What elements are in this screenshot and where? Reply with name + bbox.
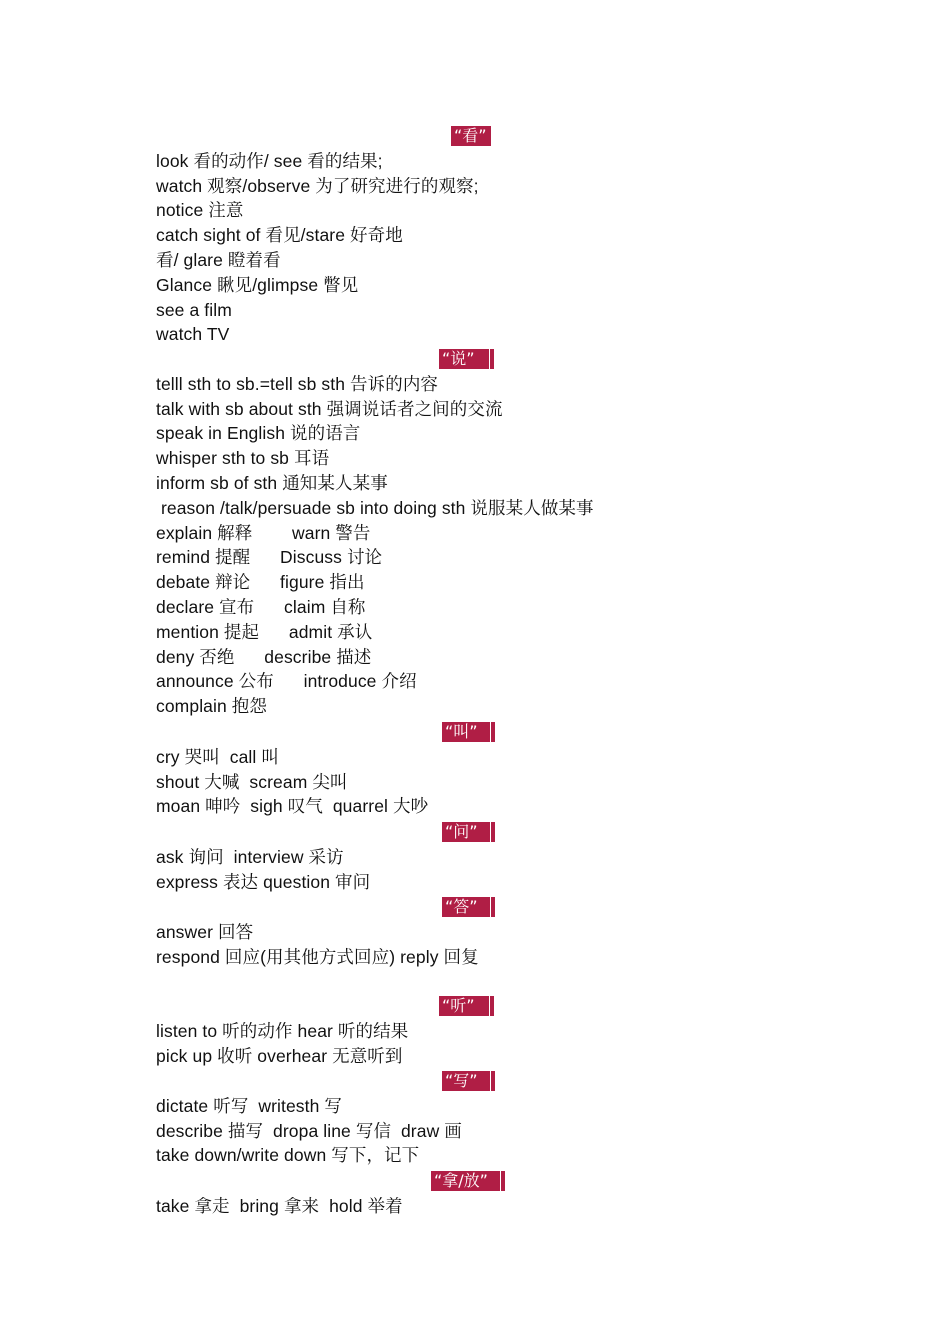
section-heading: “叫”: [442, 722, 495, 742]
vocab-line: describe 描写 dropa line 写信 draw 画: [156, 1120, 462, 1141]
vocab-line: ask 询问 interview 采访: [156, 846, 344, 867]
vocab-line: remind 提醒 Discuss 讨论: [156, 547, 383, 568]
section-heading: “问”: [442, 822, 495, 842]
vocab-line: announce 公布 introduce 介绍: [156, 671, 417, 692]
vocab-line: pick up 收听 overhear 无意听到: [156, 1045, 403, 1066]
vocab-line: complain 抱怨: [156, 696, 267, 717]
vocab-line: Glance 瞅见/glimpse 瞥见: [156, 274, 359, 295]
vocab-line: 看/ glare 瞪着看: [156, 249, 281, 270]
vocab-line: notice 注意: [156, 200, 244, 221]
vocab-line: watch TV: [156, 324, 230, 345]
vocab-line: telll sth to sb.=tell sb sth 告诉的内容: [156, 373, 439, 394]
vocab-line: cry 哭叫 call 叫: [156, 746, 279, 767]
section-take-put: [156, 1169, 856, 1219]
section-write: [156, 1069, 856, 1168]
vocab-line: see a film: [156, 299, 232, 320]
vocab-line: answer 回答: [156, 921, 254, 942]
vocab-line: catch sight of 看见/stare 好奇地: [156, 225, 403, 246]
vocab-line: look 看的动作/ see 看的结果;: [156, 150, 383, 171]
vocab-line: take 拿走 bring 拿来 hold 举着: [156, 1195, 403, 1216]
section-heading: “拿/放”: [431, 1171, 505, 1191]
vocab-line: take down/write down 写下，记下: [156, 1145, 420, 1166]
vocab-line: explain 解释 warn 警告: [156, 522, 371, 543]
section-call: [156, 720, 856, 819]
vocab-line: talk with sb about sth 强调说话者之间的交流: [156, 398, 503, 419]
section-heading: “听”: [439, 996, 494, 1016]
section-heading: “说”: [439, 349, 494, 369]
vocab-line: listen to 听的动作 hear 听的结果: [156, 1020, 409, 1041]
vocab-line: mention 提起 admit 承认: [156, 621, 373, 642]
vocab-line: dictate 听写 writesth 写: [156, 1095, 343, 1116]
section-ask: [156, 820, 856, 894]
section-say: [156, 347, 856, 719]
vocab-line: declare 宣布 claim 自称: [156, 596, 366, 617]
vocab-line: whisper sth to sb 耳语: [156, 448, 330, 469]
vocab-line: deny 否绝 describe 描述: [156, 646, 372, 667]
section-heading: “看”: [451, 126, 491, 146]
vocab-line: debate 辩论 figure 指出: [156, 572, 365, 593]
vocab-line: moan 呻吟 sigh 叹气 quarrel 大吵: [156, 796, 429, 817]
section-look: [156, 124, 856, 347]
vocab-line: express 表达 question 审问: [156, 871, 371, 892]
vocab-line: shout 大喊 scream 尖叫: [156, 771, 348, 792]
vocab-line: speak in English 说的语言: [156, 423, 361, 444]
section-listen: [156, 994, 856, 1068]
vocab-line: respond 回应(用其他方式回应) reply 回复: [156, 946, 479, 967]
vocab-line: inform sb of sth 通知某人某事: [156, 472, 388, 493]
section-heading: “写”: [442, 1071, 495, 1091]
section-answer: [156, 895, 856, 969]
section-heading: “答”: [442, 897, 495, 917]
vocab-line: reason /talk/persuade sb into doing sth 说服某人做某事: [156, 497, 594, 518]
vocab-line: watch 观察/observe 为了研究进行的观察;: [156, 175, 479, 196]
